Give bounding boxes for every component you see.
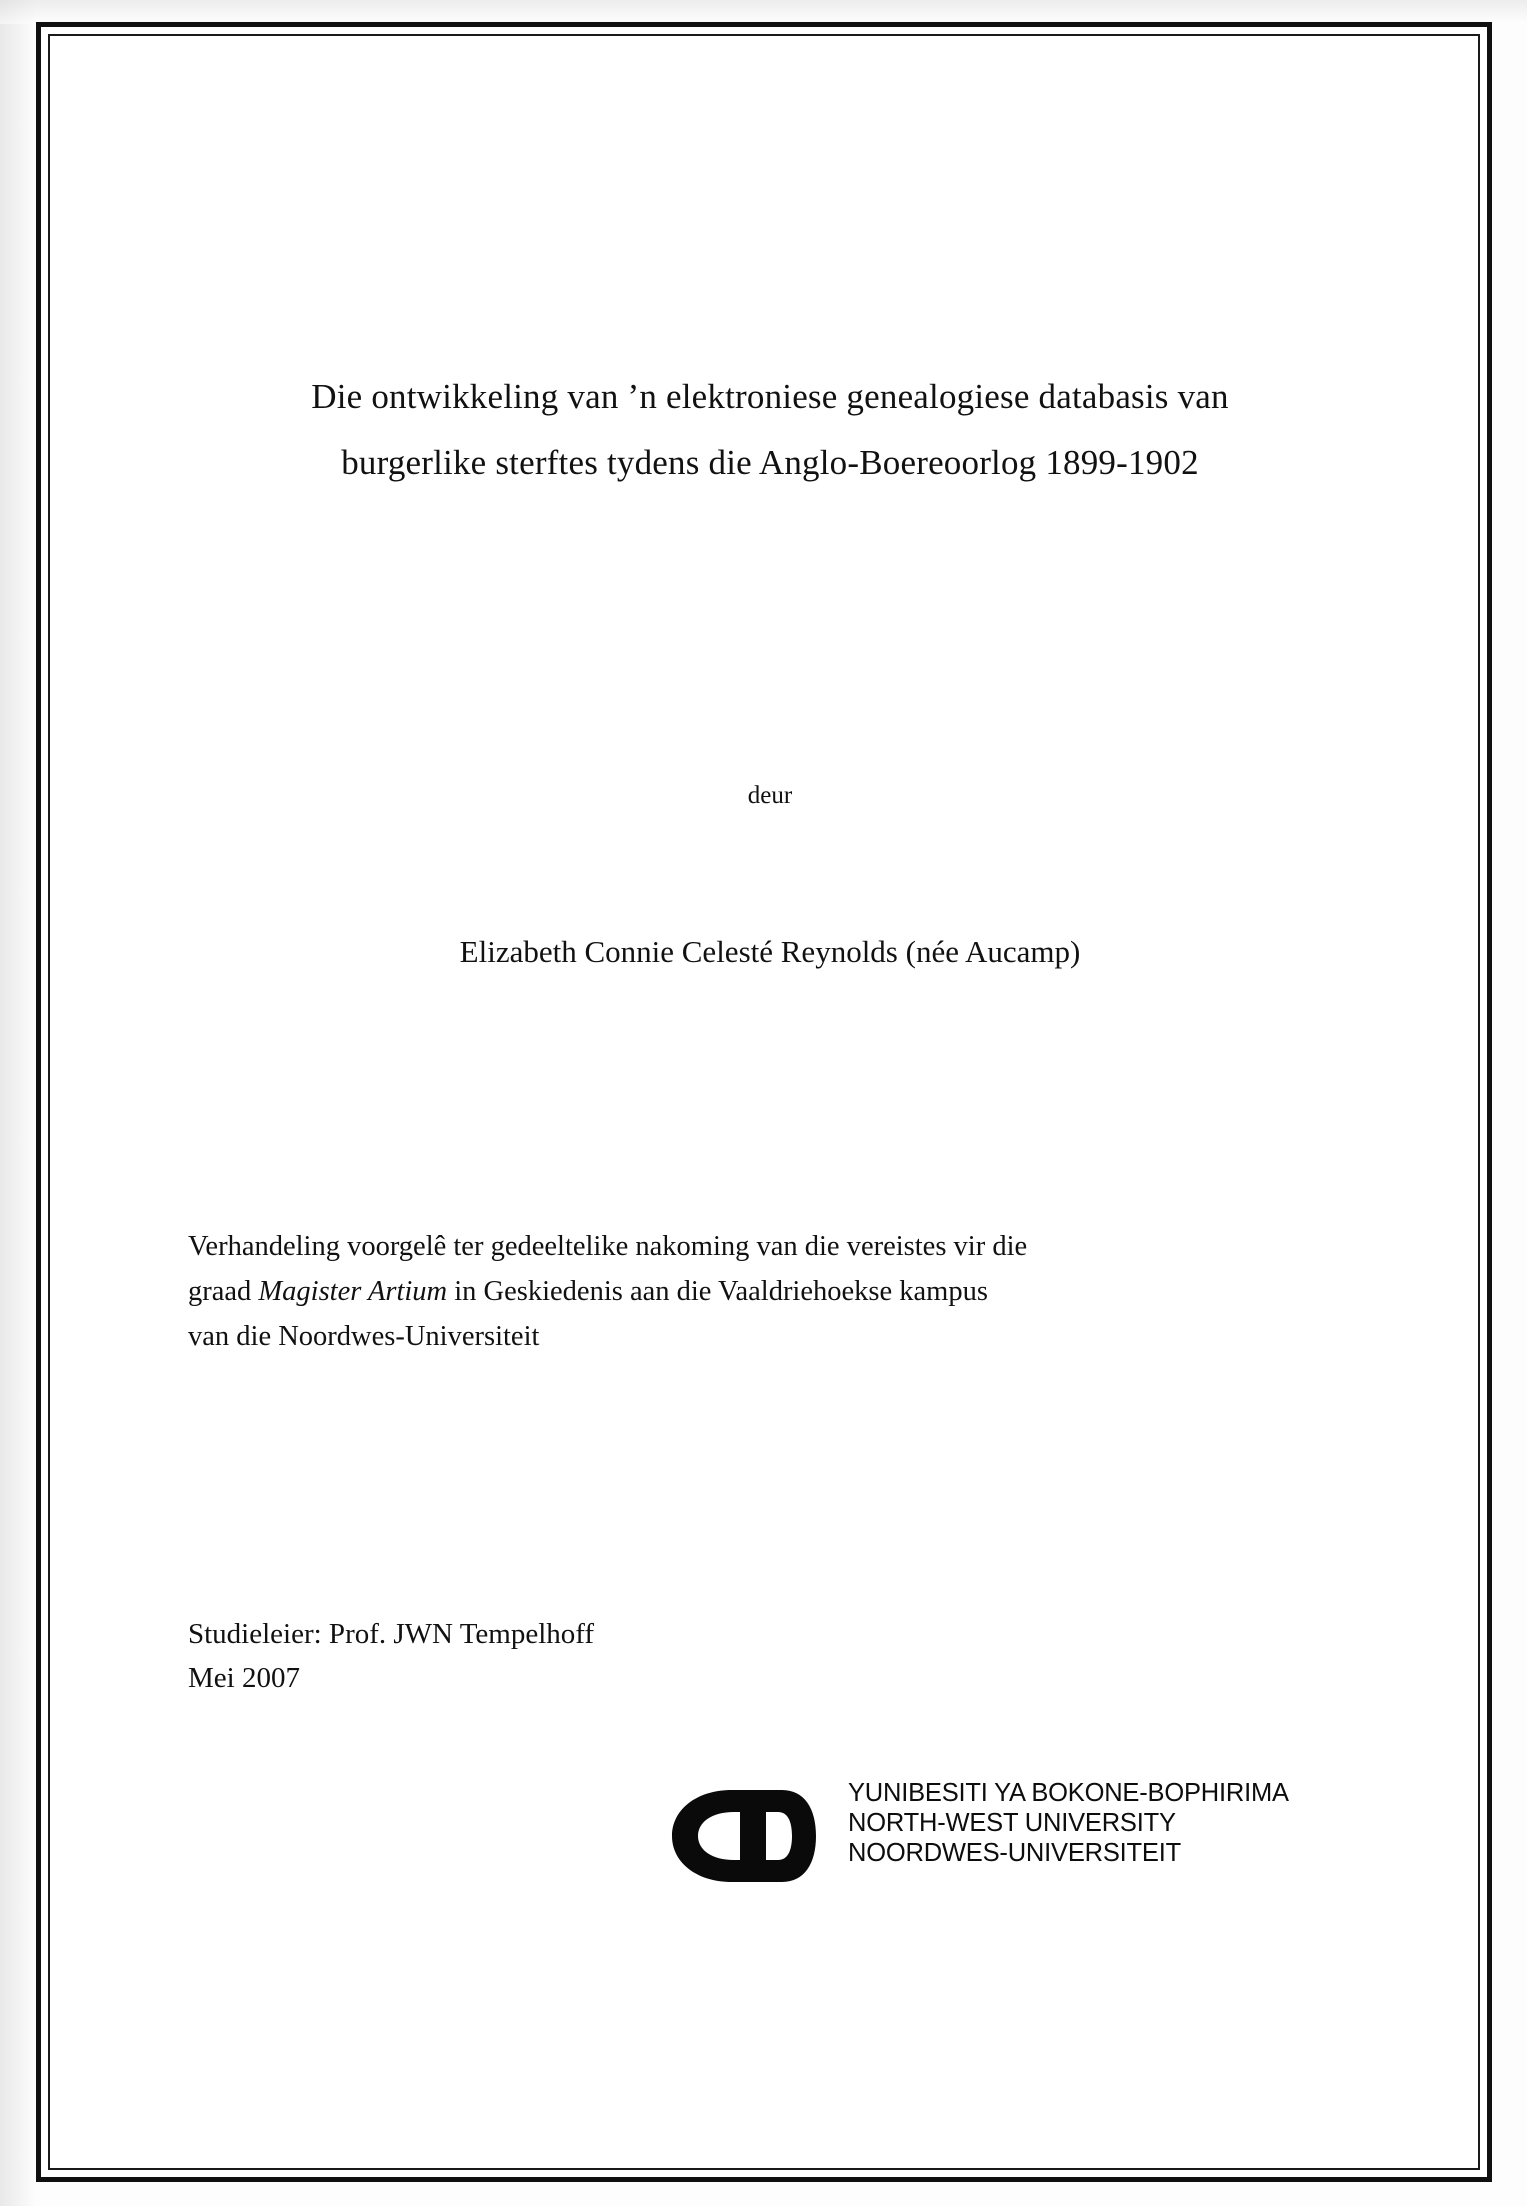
title-page-content — [180, 34, 1360, 2164]
scan-edge-shadow-left — [0, 0, 38, 2206]
university-logo-text — [848, 1778, 1289, 1868]
degree-statement-line-3: van die Noordwes-Universiteit — [188, 1321, 540, 1352]
title-line-2: burgerlike sterftes tydens die Anglo-Boereoorlog 1899-1902 — [341, 443, 1199, 482]
degree-name-italic: Magister Artium — [258, 1276, 448, 1307]
logo-text-line-3: NOORDWES-UNIVERSITEIT — [848, 1839, 1181, 1867]
university-logo-block — [610, 1776, 1289, 1896]
supervisor-line: Studieleier: Prof. JWN Tempelhoff — [188, 1618, 595, 1650]
logo-text-line-1: YUNIBESITI YA BOKONE-BOPHIRIMA — [848, 1779, 1289, 1807]
degree-statement-line-2-prefix: graad — [188, 1276, 259, 1307]
degree-statement-line-2-suffix: in Geskiedenis aan die Vaaldriehoekse kampus — [447, 1276, 988, 1307]
degree-statement-line-1: Verhandeling voorgelê ter gedeeltelike nakoming van die vereistes vir die — [188, 1231, 1028, 1262]
supervisor-block — [188, 1612, 988, 1700]
degree-statement — [188, 1224, 1336, 1359]
by-label: deur — [747, 782, 793, 809]
logo-text-line-2: NORTH-WEST UNIVERSITY — [848, 1809, 1176, 1837]
scan-edge-shadow-top — [0, 0, 1527, 24]
title-line-1: Die ontwikkeling van ’n elektroniese genealogiese databasis van — [311, 377, 1229, 416]
page-title — [180, 364, 1360, 496]
degree-statement-line-2 — [188, 1269, 1336, 1314]
date-line: Mei 2007 — [188, 1662, 300, 1694]
north-west-university-logo-icon — [636, 1780, 836, 1892]
author-name: Elizabeth Connie Celesté Reynolds (née Aucamp) — [459, 934, 1081, 969]
